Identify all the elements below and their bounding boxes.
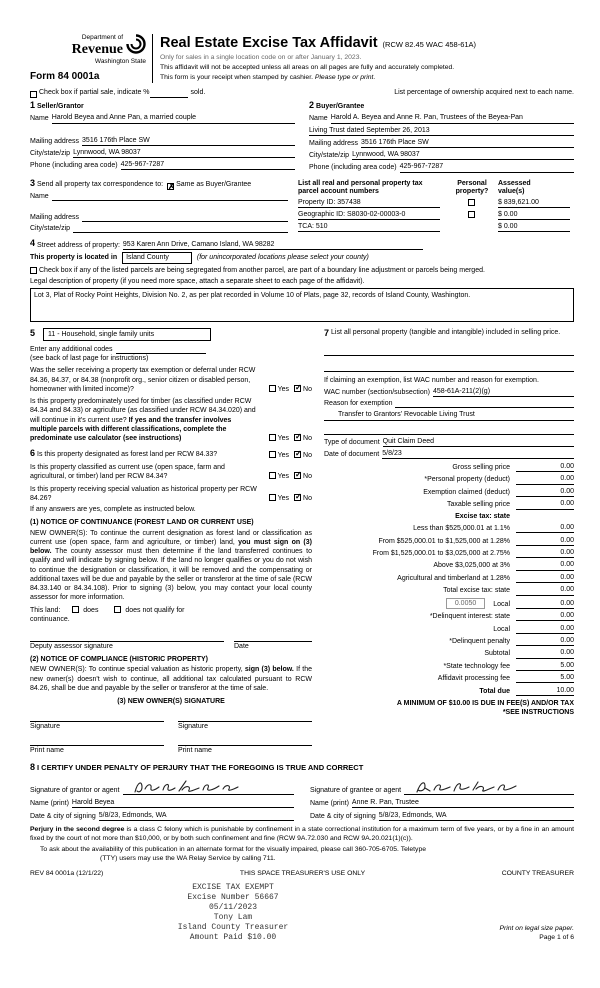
tax-line-label: *Personal property (deduct) [424, 476, 510, 484]
reason-exemption-label: Reason for exemption [324, 400, 393, 408]
same-as-buyer-checkbox[interactable] [167, 183, 174, 190]
tax-line-value[interactable]: 0.00 [516, 462, 574, 472]
forest-land-question [30, 448, 312, 460]
correspondence-mailing-field[interactable] [82, 214, 288, 222]
correspondence-citystate-label: City/state/zip [30, 224, 71, 232]
buyer-number: 2 [309, 99, 315, 110]
buyer-phone-label: Phone (including area code) [309, 164, 397, 172]
partial-percent-input[interactable] [150, 90, 188, 98]
tax-line-label: Exemption claimed (deduct) [423, 488, 510, 496]
tax-line-value[interactable]: 0.00 [516, 648, 574, 658]
seller-name-label: Name [30, 115, 49, 123]
stamp-line: 05/11/2023 [208, 903, 257, 913]
section7-number: 7 [324, 327, 330, 338]
tax-line-value[interactable]: 0.00 [516, 611, 574, 621]
tax-table [324, 462, 574, 696]
seller-heading: Seller/Grantor [37, 102, 84, 110]
reason-exemption-field-2[interactable] [324, 427, 574, 435]
grantor-signature-field[interactable] [123, 779, 294, 795]
buyer-name-label: Name [309, 115, 328, 123]
partial-sale-label: Check box if partial sale, indicate % [39, 89, 150, 97]
grantee-signing-block [310, 776, 574, 821]
seller-name-field[interactable]: Harold Beyea and Anne Pan, a married couple [52, 113, 295, 123]
seller-number: 1 [30, 99, 36, 110]
exemption-deferral-answer: Yes ✓ No [264, 385, 312, 394]
exemption-claim-label: If claiming an exemption, list WAC number and reason for exemption. [324, 376, 539, 384]
tax-line-value[interactable]: 0.00 [516, 548, 574, 558]
does-not-checkbox[interactable] [114, 606, 121, 613]
parcel-row [298, 222, 574, 232]
washington-state-label: Washington State [94, 57, 146, 65]
no-checkbox[interactable] [294, 385, 301, 392]
correspondence-name-label: Name [30, 192, 49, 200]
does-checkbox[interactable] [72, 606, 79, 613]
no-checkbox[interactable] [294, 472, 301, 479]
wac-number-field[interactable]: 458-61A-211(2)(g) [433, 387, 574, 397]
additional-codes-note: (see back of last page for instructions) [30, 355, 149, 363]
dept-of-label: Department of [81, 34, 123, 41]
tax-computation-column [324, 328, 574, 755]
tax-line-value[interactable]: 0.00 [516, 636, 574, 646]
wac-number-label: WAC number (section/subsection) [324, 388, 430, 396]
doc-type-field[interactable]: Quit Claim Deed [383, 437, 574, 447]
seller-mailing-field[interactable]: 3516 176th Place SW [82, 136, 295, 146]
section8-number: 8 [30, 761, 36, 772]
assessed-value-field[interactable]: $ 0.00 [498, 222, 570, 232]
header-note-1: Only for sales in a single location code on or after January 1, 2023. [160, 54, 362, 62]
exemption-deferral-text: Was the seller receiving a property tax exemption or deferral under RCW 84.36, 84.37, or 84.38 (nonprofit org., senior citizen or disabled person, homeowner with limited income)? [30, 367, 256, 393]
located-in-label: This property is located in [30, 254, 118, 262]
grantee-signature-label: Signature of grantee or agent [310, 786, 402, 794]
print-note-block [499, 925, 574, 943]
continuance-label: continuance. [30, 615, 70, 623]
county-select[interactable]: Island County [122, 252, 192, 264]
seller-section [30, 100, 295, 173]
grantee-date-label: Date & city of signing [310, 812, 376, 820]
new-owner-printname-field-1[interactable] [30, 738, 164, 746]
doc-type-label: Type of document [324, 438, 380, 446]
correspondence-send-label: Send all property tax correspondence to: [37, 181, 164, 189]
grantor-name-field[interactable]: Harold Beyea [72, 798, 294, 808]
header-note-2: This affidavit will not be accepted unless all areas on all pages are fully and accurately completed. [160, 64, 455, 72]
reason-exemption-field-1[interactable]: Transfer to Grantors' Revocable Living Trust [324, 410, 574, 420]
predominate-use-question [30, 397, 312, 443]
buyer-name-field-2[interactable]: Living Trust dated September 26, 2013 [309, 126, 574, 136]
sold-label: sold. [190, 89, 206, 97]
buyer-citystate-field[interactable]: Lynnwood, WA 98037 [352, 150, 574, 160]
seller-citystate-field[interactable]: Lynnwood, WA 98037 [73, 148, 295, 158]
same-as-buyer-label: Same as Buyer/Grantee [176, 181, 252, 189]
yes-checkbox[interactable] [269, 494, 276, 501]
tax-line-label: Agricultural and timberland at 1.28% [397, 574, 510, 582]
current-use-question [30, 463, 312, 481]
tax-line-label: Total due [479, 687, 510, 695]
tax-line-label: Excise tax: state [455, 512, 510, 520]
correspondence-citystate-field[interactable] [73, 225, 288, 233]
printname-label-2: Print name [178, 746, 212, 754]
tax-line-value[interactable]: 5.00 [516, 673, 574, 683]
assessed-value-col-header: Assessed value(s) [498, 179, 531, 195]
printname-label-1: Print name [30, 746, 64, 754]
legal-size-note: Print on legal size paper. [499, 925, 574, 933]
stamp-line: Excise Number 56667 [187, 893, 279, 903]
buyer-section [309, 100, 574, 173]
buyer-phone-field[interactable]: 425-967-7287 [400, 162, 574, 172]
grantee-date-field[interactable]: 5/8/23, Edmonds, WA [379, 811, 574, 821]
tax-line-value[interactable]: 0.00 [516, 487, 574, 497]
new-owner-printname-field-2[interactable] [178, 738, 312, 746]
title-block [152, 34, 574, 83]
tax-line-label: Total excise tax: state [443, 587, 510, 595]
personal-property-list-label: List all personal property (tangible and intangible) included in selling price. [331, 328, 561, 336]
partial-sale-row [30, 88, 574, 97]
parcel-id-field[interactable]: Property ID: 357438 [298, 198, 440, 208]
signature-label-2: Signature [178, 723, 208, 731]
tax-line-label: Affidavit processing fee [437, 675, 510, 683]
header-note-3b: Please type or print. [314, 74, 376, 82]
yes-checkbox[interactable] [269, 451, 276, 458]
tax-line-value[interactable]: 0.00 [516, 474, 574, 484]
parcel-table [298, 178, 574, 234]
parties-section [30, 100, 574, 173]
no-checkbox[interactable] [294, 451, 301, 458]
revenue-wordmark: Revenue [71, 41, 123, 57]
doc-date-label: Date of document [324, 450, 380, 458]
yes-checkbox[interactable] [269, 472, 276, 479]
assessed-value-field[interactable]: $ 839,621.00 [498, 198, 570, 208]
tax-line-label: Local [493, 625, 510, 633]
property-number: 4 [30, 238, 36, 249]
tax-line-value[interactable]: 0.00 [516, 536, 574, 546]
minimum-due-note: A MINIMUM OF $10.00 IS DUE IN FEE(S) AND/OR TAX [396, 699, 574, 707]
yes-checkbox[interactable] [269, 434, 276, 441]
parcel-col-header: List all real and personal property tax parcel account numbers [298, 179, 423, 195]
grantor-date-field[interactable]: 5/8/23, Edmonds, WA [99, 811, 294, 821]
notice1-body: NEW OWNER(S): To continue the current designation as forest land or classification as current use (open space, farm and agriculture, or timber) land, you must sign on (3) below. The county assessor must then determine if the land transferred continues to qualify and will indicate by signing below. If the land no longer qualifies or you do not wish to continue the designation or classification, it will be removed and the compensating or additional taxes will be due and payable by the seller or transferor at the time of sale (RCW 84.33.140 or 84.34.108). Prior to signing (3) below, you may contact your local county assessor for more information. [30, 529, 312, 602]
no-checkbox[interactable] [294, 434, 301, 441]
tax-line-value[interactable]: 0.00 [516, 585, 574, 595]
tax-line-value[interactable]: 0.00 [516, 560, 574, 570]
doc-date-field[interactable]: 5/8/23 [382, 449, 574, 459]
perjury-body: is a class C felony which is punishable by confinement in a state correctional institution for a maximum term of five years, or by a fine in an amount fixed by the court of not more than $10,000, or by both such confinement and fine (RCW 9A.72.030 and RCW 9A.20.021(1)(c)). [30, 826, 574, 843]
form-header [30, 34, 574, 83]
personal-property-col-header: Personal property? [455, 179, 489, 195]
perjury-notice [30, 826, 574, 844]
this-land-label: This land: [30, 606, 61, 614]
notice1-title: (1) NOTICE OF CONTINUANCE (FOREST LAND OR CURRENT USE) [30, 519, 254, 527]
tax-line-label: Gross selling price [452, 464, 510, 472]
tax-line-label: Above $3,025,000 at 3% [433, 562, 510, 570]
assessed-value-field[interactable]: $ 0.00 [498, 210, 570, 220]
signature-label-1: Signature [30, 723, 60, 731]
seller-phone-field[interactable]: 425-967-7287 [121, 160, 295, 170]
correspondence-number: 3 [30, 177, 36, 188]
does-not-label: does not qualify for [125, 606, 185, 614]
grantor-signature-image [131, 778, 241, 796]
new-owner-signature-field-1[interactable] [30, 714, 164, 722]
certification-section [30, 762, 574, 821]
street-address-field[interactable]: 953 Karen Ann Drive, Camano Island, WA 98282 [123, 240, 423, 250]
personal-property-line-1[interactable] [324, 348, 574, 356]
grantee-name-field[interactable]: Anne R. Pan, Trustee [352, 798, 574, 808]
grantor-signature-label: Signature of grantor or agent [30, 786, 120, 794]
segregated-label: Check box if any of the listed parcels are being segregated from another parcel, are part of a boundary line adjustment or parcels being merged. [39, 267, 485, 275]
deputy-date-label: Date [234, 642, 249, 650]
property-section [30, 238, 574, 322]
notice2-title: (2) NOTICE OF COMPLIANCE (HISTORIC PROPERTY) [30, 656, 208, 664]
street-address-label: Street address of property: [37, 241, 120, 249]
segregated-checkbox[interactable] [30, 267, 37, 274]
legal-description-field[interactable]: Lot 3, Plat of Rocky Point Heights, Division No. 2, as per plat recorded in Volume 10 of Plats, page 32, records of Island County, Washington. [30, 288, 574, 322]
buyer-heading: Buyer/Grantee [316, 102, 365, 110]
grantor-name-label: Name (print) [30, 799, 69, 807]
buyer-citystate-label: City/state/zip [309, 152, 350, 160]
notice2-body: NEW OWNER(S): To continue special valuation as historic property, sign (3) below. If the new owner(s) doesn't wish to continue, all additional tax calculated pursuant to RCW 84.26, shall be due and payable by the seller or transferor at the time of sale. [30, 666, 312, 692]
tax-line-label: *Delinquent interest: state [429, 613, 510, 621]
header-note-3a: This form is your receipt when stamped by cashier. [160, 74, 315, 82]
grantee-name-label: Name (print) [310, 799, 349, 807]
bottom-area [30, 883, 574, 943]
correspondence-section [30, 178, 574, 234]
buyer-name-field[interactable]: Harold A. Beyea and Anne R. Pan, Trustees of the Beyea-Pan [331, 113, 574, 123]
deputy-assessor-label: Deputy assessor signature [30, 642, 113, 650]
personal-property-checkbox[interactable] [468, 199, 475, 206]
exemption-deferral-question [30, 366, 312, 394]
treasurer-stamp [138, 883, 328, 943]
stamp-line: Amount Paid $10.00 [189, 933, 277, 943]
see-instructions-note: *SEE INSTRUCTIONS [502, 709, 574, 717]
tax-line-label: From $525,000.01 to $1,525,000 at 1.28% [378, 537, 510, 545]
tax-line-value[interactable]: 10.00 [516, 686, 574, 696]
header-note-3 [160, 74, 574, 83]
yes-checkbox[interactable] [269, 385, 276, 392]
footer-row [30, 870, 574, 879]
legal-description-label: Legal description of property (if you need more space, attach a separate sheet to each page of the affidavit). [30, 277, 365, 285]
stamp-line: Tony Lam [213, 913, 253, 923]
revenue-logo-icon [126, 34, 146, 54]
additional-codes-field[interactable] [116, 346, 206, 354]
notice3-title: (3) NEW OWNER(S) SIGNATURE [117, 698, 225, 706]
additional-codes-label: Enter any additional codes [30, 346, 113, 354]
use-and-continuance-column [30, 328, 312, 755]
county-treasurer-label: COUNTY TREASURER [501, 870, 574, 878]
parcel-row [298, 210, 574, 220]
stamp-line: Island County Treasurer [177, 923, 289, 933]
tax-line-value[interactable]: 0.00 [516, 599, 574, 609]
ownership-note: List percentage of ownership acquired next to each name. [394, 89, 574, 97]
tax-line-value[interactable]: 5.00 [516, 661, 574, 671]
land-use-code-select[interactable]: 11 - Household, single family units [43, 328, 211, 341]
seller-citystate-label: City/state/zip [30, 149, 71, 157]
agency-block [30, 34, 152, 83]
buyer-mailing-field[interactable]: 3516 176th Place SW [361, 138, 574, 148]
perjury-bold-lead: Perjury in the second degree [30, 826, 125, 834]
tax-line-label: Less than $525,000.01 at 1.1% [413, 525, 510, 533]
new-owner-signature-field-2[interactable] [178, 714, 312, 722]
if-yes-instruction: If any answers are yes, complete as instructed below. [30, 506, 196, 514]
certify-statement: I CERTIFY UNDER PENALTY OF PERJURY THAT THE FOREGOING IS TRUE AND CORRECT [37, 762, 364, 772]
page-title: Real Estate Excise Tax Affidavit [160, 35, 378, 51]
tax-line-value[interactable]: 0.00 [516, 499, 574, 509]
tax-line-label: From $1,525,000.01 to $3,025,000 at 2.75% [372, 550, 510, 558]
parcel-row [298, 198, 574, 208]
predominate-use-answer: Yes ✓ No [264, 434, 312, 443]
alt-format-line-2: (TTY) users may use the WA Relay Service by calling 711. [100, 855, 276, 863]
land-qualify-row [30, 606, 312, 624]
tax-line-label: Local [493, 600, 510, 608]
stamp-line: EXCISE TAX EXEMPT [192, 883, 274, 893]
alt-format-line-1: To ask about the availability of this publication in an alternate format for the visually impaired, please call 360-705-6705. Teletype [40, 846, 427, 854]
parcel-id-field[interactable]: Geographic ID: S8030-02-00003-0 [298, 210, 440, 220]
section5-number: 5 [30, 328, 36, 339]
partial-sale-checkbox[interactable] [30, 91, 37, 98]
does-label: does [83, 606, 99, 614]
seller-mailing-label: Mailing address [30, 137, 80, 145]
personal-property-checkbox[interactable] [468, 211, 475, 218]
current-use-answer: Yes ✓ No [264, 472, 312, 481]
local-rate-value: 0.0050 [446, 598, 485, 609]
form-number: Form 84 0001a [30, 71, 100, 83]
tax-line-label: *State technology fee [443, 662, 510, 670]
tax-line-label: Taxable selling price [446, 501, 510, 509]
title-rcw-ref: (RCW 82.45 WAC 458-61A) [382, 40, 477, 49]
tax-line-label: *Delinquent penalty [449, 637, 510, 645]
current-use-text: Is this property classified as current use (open space, farm and agricultural, or timber) land per RCW 84.34? [30, 464, 225, 481]
page-indicator: Page 1 of 6 [539, 934, 574, 942]
forest-land-text: 6 Is this property designated as forest land per RCW 84.33? [30, 448, 218, 459]
correspondence-name-field[interactable] [52, 193, 288, 201]
county-note: (for unincorporated locations please select your county) [196, 254, 369, 262]
rev-number: REV 84 0001a (12/1/22) [30, 870, 104, 878]
correspondence-mailing-label: Mailing address [30, 213, 80, 221]
grantee-signature-image [412, 778, 522, 796]
tax-line-value[interactable]: 0.00 [516, 624, 574, 634]
tax-line-value[interactable]: 0.00 [516, 523, 574, 533]
personal-property-line-2[interactable] [324, 364, 574, 372]
alt-format-note [30, 846, 574, 864]
buyer-mailing-label: Mailing address [309, 139, 359, 147]
forest-land-answer: Yes ✓ No [264, 451, 312, 460]
deputy-assessor-signature-field[interactable] [30, 634, 224, 642]
seller-phone-label: Phone (including area code) [30, 162, 118, 170]
no-checkbox[interactable] [294, 494, 301, 501]
grantee-signature-field[interactable] [404, 779, 574, 795]
historic-property-answer: Yes ✓ No [264, 494, 312, 503]
grantor-date-label: Date & city of signing [30, 812, 96, 820]
predominate-use-text: Is this property predominately used for timber (as classified under RCW 84.34 and 84.33) or agriculture (as classified under RCW 84.34.020) and will continue in it's current use? If yes and the transfer involves multiple parcels with different classifications, complete the predominate use calculator (see instructions) [30, 398, 256, 443]
historic-property-text: Is this property receiving special valuation as historical property per RCW 84.26? [30, 485, 257, 502]
grantor-signing-block [30, 776, 294, 821]
treasurer-use-label: THIS SPACE TREASURER'S USE ONLY [239, 870, 366, 878]
deputy-date-field[interactable] [234, 634, 312, 642]
parcel-id-field[interactable]: TCA: 510 [298, 222, 440, 232]
tax-line-value[interactable]: 0.00 [516, 573, 574, 583]
historic-property-question [30, 485, 312, 503]
tax-line-label: Subtotal [484, 650, 510, 658]
reason-exemption-field-0[interactable] [395, 400, 574, 408]
